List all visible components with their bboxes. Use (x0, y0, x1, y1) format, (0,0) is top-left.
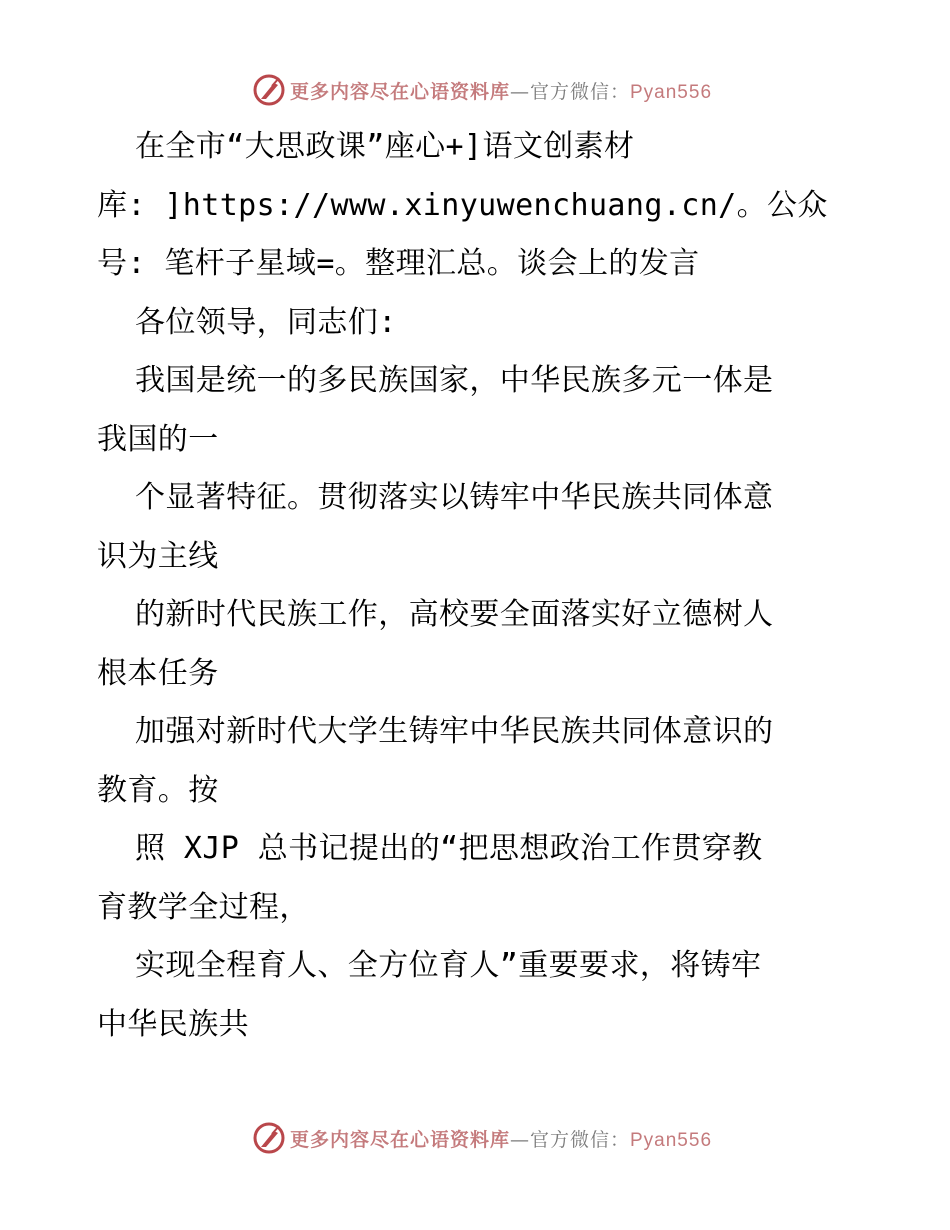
text-line: 我国的一 (97, 421, 219, 457)
text-line: 教育。按 (97, 772, 219, 808)
footer-banner-text (290, 1125, 712, 1152)
quill-circle-icon (252, 1121, 286, 1155)
text-line: 根本任务 (97, 655, 219, 691)
text-line: 的新时代民族工作，高校要全面落实好立德树人 (135, 597, 774, 632)
text-line: 库: ]https://www.xinyuwenchuang.cn/。公众 (97, 187, 828, 223)
document-body (97, 118, 857, 1054)
text-line: 我国是统一的多民族国家，中华民族多元一体是 (135, 363, 774, 398)
text-line: 识为主线 (97, 538, 219, 574)
text-line: 实现全程育人、全方位育人”重要要求，将铸牢 (135, 948, 762, 983)
text-line: 育教学全过程， (97, 889, 310, 925)
banner-title: 更多内容尽在心语资料库 (289, 80, 510, 103)
header-banner-content (252, 73, 712, 107)
banner-separator: —官方微信： (509, 1128, 630, 1151)
text-line: 个显著特征。贯彻落实以铸牢中华民族共同体意 (135, 480, 774, 515)
banner-wechat-id: Pyan556 (630, 1129, 713, 1151)
text-line: 加强对新时代大学生铸牢中华民族共同体意识的 (135, 714, 774, 749)
footer-banner (0, 1118, 950, 1158)
footer-banner-content (252, 1121, 712, 1155)
banner-wechat-id: Pyan556 (630, 81, 713, 103)
quill-circle-icon (252, 73, 286, 107)
text-line: 在全市“大思政课”座心+]语文创素材 (135, 129, 635, 164)
header-banner-text (290, 77, 712, 104)
text-line: 照 XJP 总书记提出的“把思想政治工作贯穿教 (135, 831, 763, 866)
header-banner (0, 70, 950, 110)
text-line: 号: 笔杆子星域=。整理汇总。谈会上的发言 (97, 246, 700, 281)
text-line: 中华民族共 (97, 1006, 249, 1042)
text-line: 各位领导，同志们: (135, 304, 397, 340)
banner-separator: —官方微信： (509, 80, 630, 103)
banner-title: 更多内容尽在心语资料库 (289, 1128, 510, 1151)
